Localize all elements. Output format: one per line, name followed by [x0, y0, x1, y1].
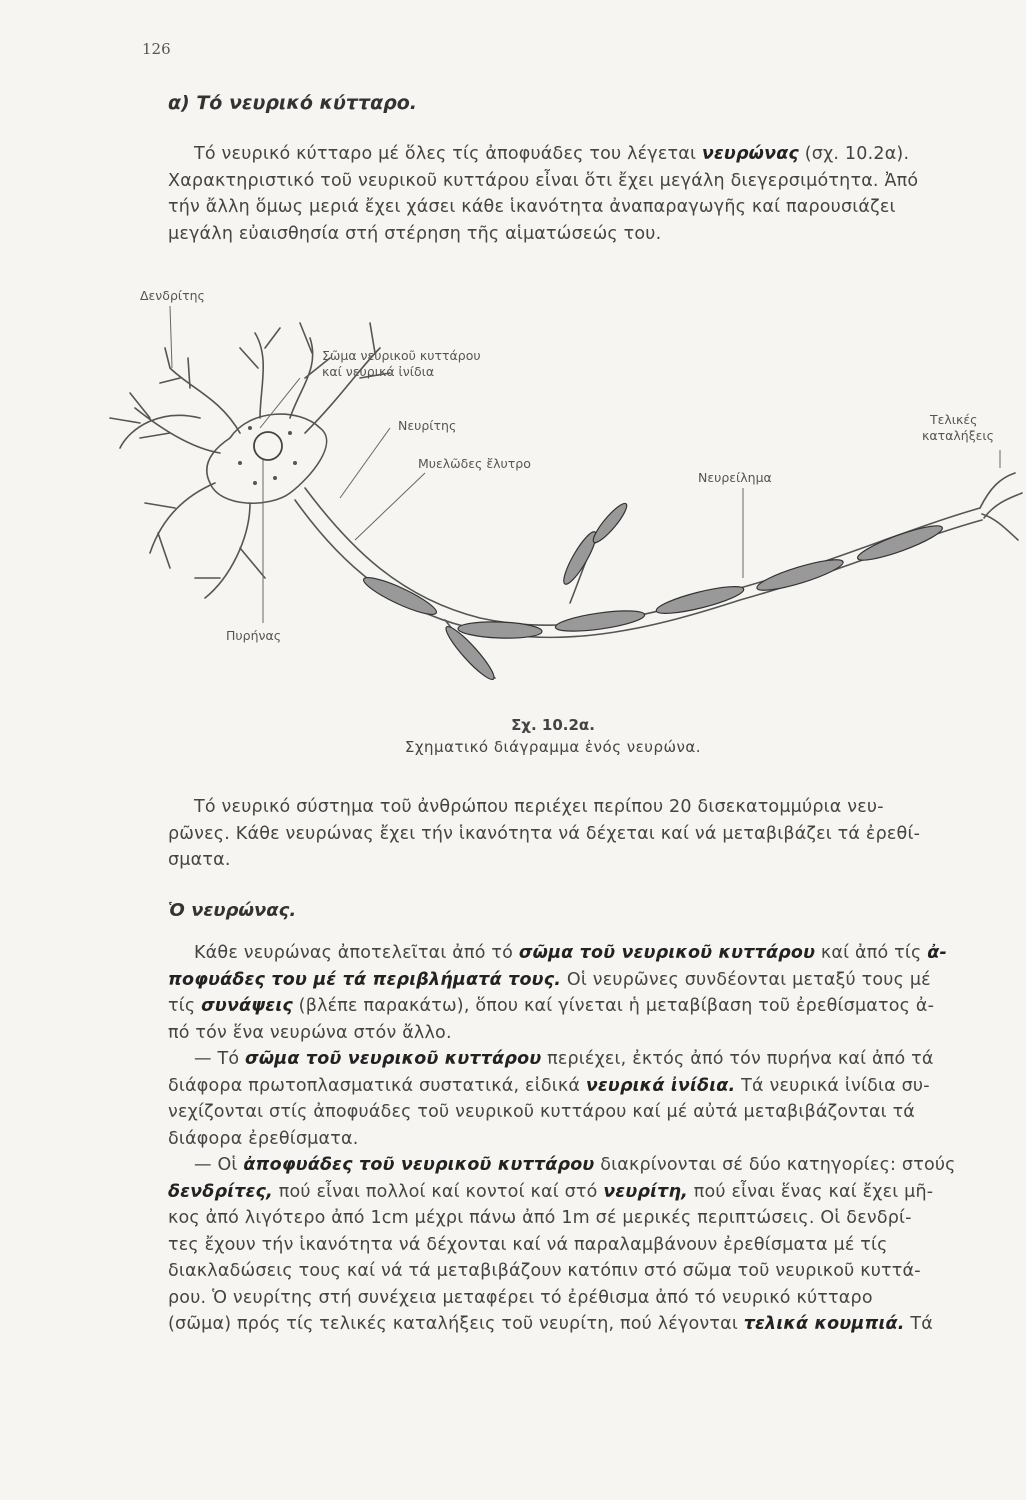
section-heading: α) Τό νευρικό κύτταρο. — [168, 92, 418, 114]
text-line: διακλαδώσεις τους καί νά τά μεταβιβάζουν κατόπιν στό σῶμα τοῦ νευρικοῦ κυττά- — [168, 1261, 921, 1281]
text-line: νεχίζονται στίς ἀποφυάδες τοῦ νευρικοῦ κυττάρου καί μέ αὐτά μεταβιβάζονται τά — [168, 1102, 916, 1122]
label-soma-2: καί νευρικά ἰνίδια — [322, 364, 435, 379]
text-line: κος ἀπό λιγότερο ἀπό 1cm μέχρι πάνω ἀπό 1m σέ μερικές περιπτώσεις. Οἱ δενδρί- — [168, 1208, 912, 1228]
text-line: — Τό σῶμα τοῦ νευρικοῦ κυττάρου περιέχει, ἐκτός ἀπό τόν πυρήνα καί ἀπό τά — [194, 1049, 934, 1069]
text-line: δενδρίτες, πού εἶναι πολλοί καί κοντοί καί στό νευρίτη, πού εἶναι ἕνας καί ἔχει μῆ- — [168, 1181, 934, 1202]
text-line: Τό νευρικό σύστημα τοῦ ἀνθρώπου περιέχει περίπου 20 δισεκατομμύρια νευ- — [194, 797, 884, 817]
text-line: μεγάλη εὐαισθησία στή στέρηση τῆς αἱματώσεώς του. — [168, 223, 662, 244]
label-myelin: Μυελῶδες ἔλυτρο — [418, 456, 531, 471]
text-line: τήν ἄλλη ὅμως μεριά ἔχει χάσει κάθε ἱκανότητα ἀναπαραγωγῆς καί παρουσιάζει — [168, 197, 896, 217]
figure-caption-text: Σχηματικό διάγραμμα ἑνός νευρώνα. — [404, 738, 702, 756]
nucleus-shape — [254, 432, 282, 460]
text-line: Κάθε νευρώνας ἀποτελεῖται ἀπό τό σῶμα τοῦ νευρικοῦ κυττάρου καί ἀπό τίς ἀ- — [194, 943, 947, 963]
text-line: τες ἔχουν τήν ἱκανότητα νά δέχονται καί νά παραλαμβάνουν ἐρεθίσματα μέ τίς — [168, 1234, 888, 1255]
neuron-paragraph — [168, 940, 1010, 1338]
subheading-neuron: Ὁ νευρώνας. — [168, 900, 297, 921]
terminal-branches — [980, 473, 1022, 540]
label-neurilemma: Νευρείλημα — [698, 470, 772, 485]
label-dendrite: Δενδρίτης — [140, 288, 205, 303]
text-line: Χαρακτηριστικό τοῦ νευρικοῦ κυττάρου εἶναι ὅτι ἔχει μεγάλη διεγερσιμότητα. Ἀπό — [168, 170, 919, 191]
text-line: ρῶνες. Κάθε νευρώνας ἔχει τήν ἱκανότητα νά δέχεται καί νά μεταβιβάζει τά ἐρεθί- — [168, 823, 921, 844]
myelin-segments — [360, 500, 945, 684]
text-line: Τό νευρικό κύτταρο μέ ὅλες τίς ἀποφυάδες του λέγεται νευρώνας (σχ. 10.2α). — [194, 144, 910, 164]
label-terminals-2: καταλήξεις — [922, 428, 994, 443]
text-line: διάφορα πρωτοπλασματικά συστατικά, εἰδικά νευρικά ἰνίδια. Τά νευρικά ἰνίδια συ- — [168, 1075, 930, 1096]
intro-paragraph — [168, 141, 1010, 247]
label-axon: Νευρίτης — [398, 418, 457, 433]
page-number: 126 — [142, 40, 171, 58]
label-nucleus: Πυρήνας — [226, 628, 282, 643]
text-line: ρου. Ὁ νευρίτης στή συνέχεια μεταφέρει τό ἐρέθισμα ἀπό τό νευρικό κύτταρο — [168, 1287, 873, 1308]
text-line: — Οἱ ἀποφυάδες τοῦ νευρικοῦ κυττάρου διακρίνονται σέ δύο κατηγορίες: στούς — [194, 1155, 956, 1175]
neuron-diagram — [100, 278, 1026, 688]
second-paragraph — [168, 794, 1010, 874]
figure-caption-number: Σχ. 10.2α. — [511, 716, 595, 734]
text-line: σματα. — [168, 850, 231, 870]
cell-body-outline — [207, 414, 327, 503]
cytoplasm-dots — [238, 426, 297, 485]
text-line: πό τόν ἕνα νευρώνα στόν ἄλλο. — [168, 1022, 452, 1043]
text-line: διάφορα ἐρεθίσματα. — [168, 1128, 359, 1149]
label-terminals-1: Τελικές — [930, 412, 978, 427]
text-line: (σῶμα) πρός τίς τελικές καταλήξεις τοῦ νευρίτη, πού λέγονται τελικά κουμπιά. Τά — [168, 1314, 933, 1334]
label-soma-1: Σῶμα νευρικοῦ κυττάρου — [322, 348, 481, 363]
text-line: τίς συνάψεις (βλέπε παρακάτω), ὅπου καί γίνεται ἡ μεταβίβαση τοῦ ἐρεθίσματος ἀ- — [168, 996, 935, 1016]
text-line: ποφυάδες του μέ τά περιβλήματά τους. Οἱ νευρῶνες συνδέονται μεταξύ τους μέ — [168, 969, 931, 990]
